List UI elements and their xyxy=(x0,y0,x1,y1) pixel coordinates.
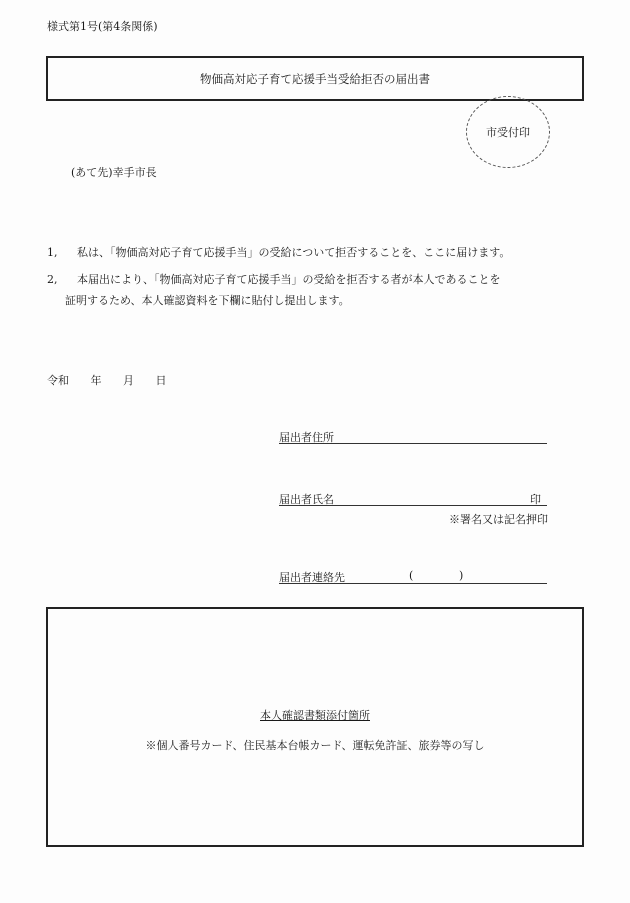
form-number: 様式第1号(第4条関係) xyxy=(47,20,158,33)
id-section-note: ※個人番号カード、住民基本台帳カード、運転免許証、旅券等の写し xyxy=(145,739,485,752)
item-number: 2, xyxy=(47,273,58,286)
paren-open: ( xyxy=(409,569,414,582)
title-box xyxy=(46,56,584,101)
name-field[interactable] xyxy=(279,491,547,506)
item-text: 私は、「物価高対応子育て応援手当」の受給について拒否することを、ここに届けます。 xyxy=(77,246,511,259)
document-title: 物価高対応子育て応援手当受給拒否の届出書 xyxy=(200,71,430,86)
paren-close: ) xyxy=(459,569,464,582)
date-year[interactable]: 年 xyxy=(90,374,102,387)
stamp-label: 市受付印 xyxy=(486,126,530,139)
addressee: (あて先)幸手市長 xyxy=(71,166,157,179)
name-label: 届出者氏名 xyxy=(279,493,334,506)
address-field[interactable] xyxy=(279,429,547,444)
contact-label: 届出者連絡先 xyxy=(279,571,345,584)
address-label: 届出者住所 xyxy=(279,431,334,444)
sign-note: ※署名又は記名押印 xyxy=(449,513,548,526)
id-document-attachment-area xyxy=(46,607,584,847)
date-month[interactable]: 月 xyxy=(123,374,134,387)
contact-field[interactable] xyxy=(279,569,547,584)
seal-mark: 印 xyxy=(530,493,541,506)
item-text: 本届出により、「物価高対応子育て応援手当」の受給を拒否する者が本人であることを xyxy=(77,273,501,286)
item-number: 1, xyxy=(47,246,58,259)
statement-item-1 xyxy=(47,244,510,260)
id-section-title xyxy=(48,707,582,723)
id-section-title-text: 本人確認書類添付箇所 xyxy=(260,709,370,722)
reception-stamp-area xyxy=(466,96,550,168)
statement-item-2 xyxy=(47,271,501,287)
date-era: 令和 xyxy=(47,374,69,387)
date-day: 日 xyxy=(155,374,167,387)
date-line xyxy=(47,372,185,388)
statement-item-2-continuation: 証明するため、本人確認資料を下欄に貼付し提出します。 xyxy=(65,294,350,307)
